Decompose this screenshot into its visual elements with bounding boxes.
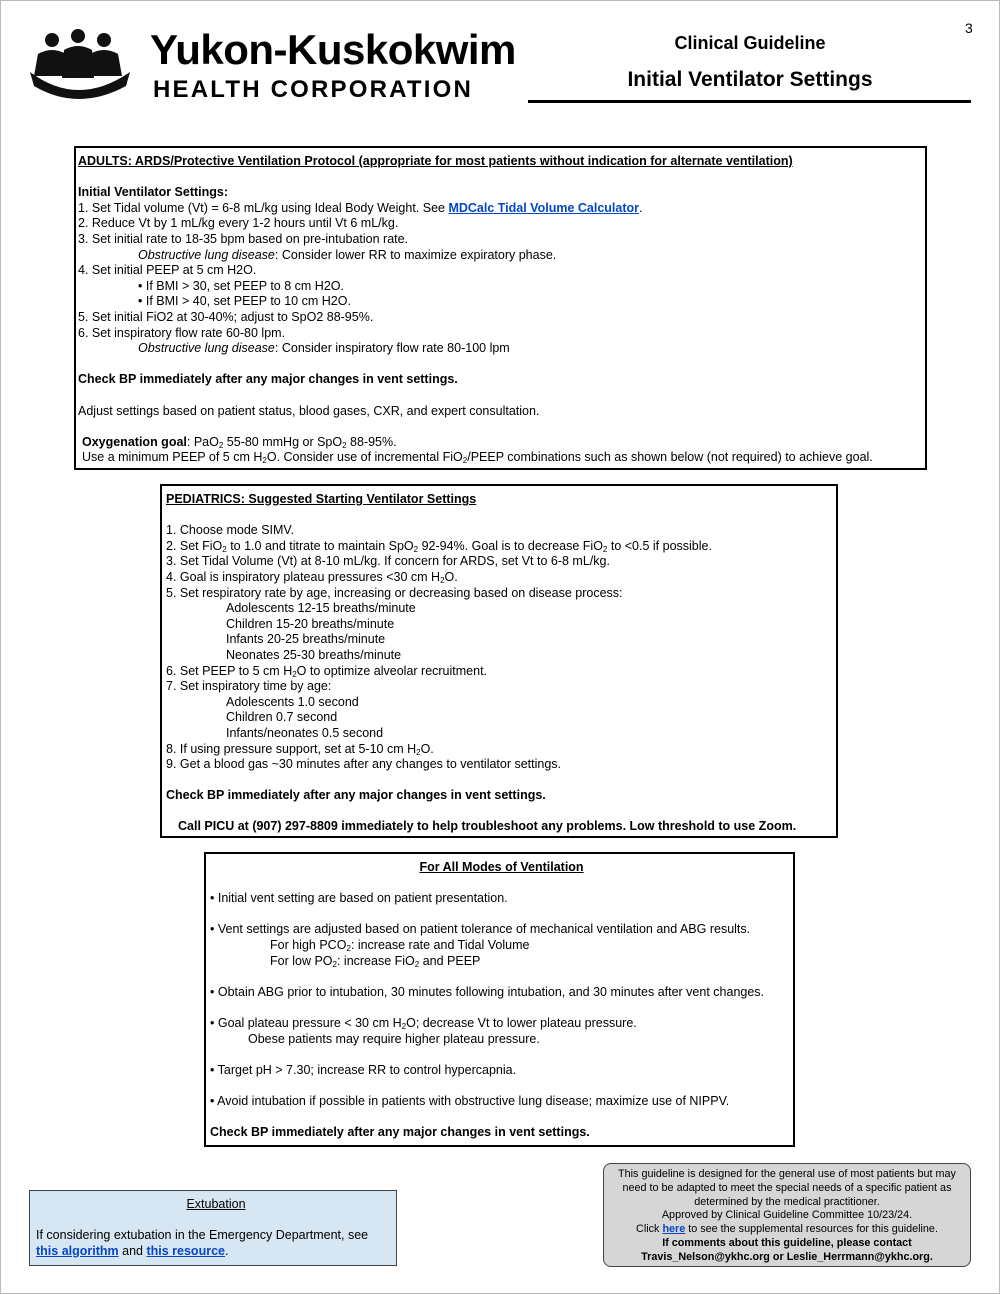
- allmodes-check-bp: Check BP immediately after any major changes in vent settings.: [210, 1125, 590, 1140]
- peds-item-1: 1. Choose mode SIMV.: [166, 523, 295, 538]
- extubation-resource-link[interactable]: this resource: [146, 1243, 225, 1258]
- peds-rate-infants: Infants 20-25 breaths/minute: [226, 632, 386, 647]
- allmodes-bullet-5: • Target pH > 7.30; increase RR to control hypercapnia.: [210, 1062, 517, 1077]
- supplemental-resources-link[interactable]: here: [662, 1223, 686, 1236]
- allmodes-bullet-1: • Initial vent setting are based on patient presentation.: [210, 891, 508, 906]
- peds-item-7: 7. Set inspiratory time by age:: [166, 679, 332, 694]
- adults-item-1: 1. Set Tidal volume (Vt) = 6-8 mL/kg using Ideal Body Weight. See MDCalc Tidal Volume Calculator.: [78, 200, 643, 215]
- extubation-algorithm-link[interactable]: this algorithm: [36, 1243, 119, 1258]
- extubation-box: [29, 1190, 397, 1266]
- adults-heading: ADULTS: ARDS/Protective Ventilation Protocol (appropriate for most patients without indication for alternate ventilation): [78, 154, 793, 168]
- logo-subtitle: HEALTH CORPORATION: [153, 76, 474, 103]
- peds-item-4: 4. Goal is inspiratory plateau pressures <30 cm $H_2O$.: [166, 569, 458, 585]
- adults-adjust: Adjust settings based on patient status, blood gases, CXR, and expert consultation.: [78, 403, 540, 418]
- page-number: 3: [965, 20, 973, 36]
- disclaimer-emails: Travis_Nelson@ykhc.org or Leslie_Herrmann@ykhc.org.: [641, 1250, 933, 1263]
- peds-item-3: 3. Set Tidal Volume (Vt) at 8-10 mL/kg. If concern for ARDS, set Vt to 6-8 mL/kg.: [166, 554, 610, 569]
- disclaimer-contact: If comments about this guideline, please contact: [662, 1236, 912, 1249]
- disclaimer-approved: Approved by Clinical Guideline Committee 10/23/24.: [661, 1209, 913, 1222]
- adults-oxygenation-goal: Oxygenation goal: PaO$_2$ 55-80 mmHg or SpO$_2$ 88-95%.: [82, 434, 397, 450]
- peds-item-9: 9. Get a blood gas ~30 minutes after any changes to ventilator settings.: [166, 757, 562, 772]
- adults-protocol-box: [74, 146, 927, 470]
- peds-rate-neonates: Neonates 25-30 breaths/minute: [226, 647, 402, 662]
- disclaimer-text: This guideline is designed for the general use of most patients but may need to be adapted to meet the special needs of a specific patient as determined by the medical practitioner.: [618, 1168, 956, 1208]
- logo-name: Yukon-Kuskokwim: [150, 26, 516, 73]
- pediatrics-box: [160, 484, 838, 838]
- adults-item-6-note: Obstructive lung disease: Consider inspiratory flow rate 80-100 lpm: [138, 341, 510, 356]
- extubation-text: If considering extubation in the Emergency Department, see: [36, 1228, 369, 1243]
- peds-item-8: 8. If using pressure support, set at 5-10 cm $H_2O$.: [166, 741, 434, 757]
- adults-item-4: 4. Set initial PEEP at 5 cm H2O.: [78, 263, 257, 278]
- peds-rate-adolescents: Adolescents 12-15 breaths/minute: [226, 601, 416, 616]
- peds-heading: PEDIATRICS: Suggested Starting Ventilator Settings: [166, 492, 477, 506]
- disclaimer-supplemental: Click here to see the supplemental resources for this guideline.: [636, 1223, 938, 1236]
- allmodes-bullet-4: • Goal plateau pressure < 30 cm $H_2O$; decrease Vt to lower plateau pressure.: [210, 1015, 637, 1031]
- disclaimer-box: [603, 1163, 971, 1267]
- allmodes-bullet-4-note: Obese patients may require higher plateau pressure.: [248, 1031, 540, 1046]
- page-title: Initial Ventilator Settings: [627, 68, 873, 91]
- peds-time-infants: Infants/neonates 0.5 second: [226, 725, 384, 740]
- adults-min-peep: Use a minimum PEEP of 5 cm $H_2O$. Consider use of incremental FiO$_2$/PEEP combinations such as shown below (not required) to achieve goal.: [82, 450, 873, 466]
- allmodes-bullet-2b: For low $PO_2$: increase FiO$_2$ and PEEP: [270, 953, 481, 969]
- extubation-links: this algorithm and this resource.: [36, 1243, 229, 1258]
- allmodes-bullet-6: • Avoid intubation if possible in patients with obstructive lung disease; maximize use of NIPPV.: [210, 1093, 730, 1108]
- adults-item-2: 2. Reduce Vt by 1 mL/kg every 1-2 hours until Vt 6 mL/kg.: [78, 216, 399, 231]
- header-rule: [528, 100, 971, 103]
- peds-rate-children: Children 15-20 breaths/minute: [226, 616, 395, 631]
- header-category: Clinical Guideline: [674, 33, 826, 53]
- peds-time-children: Children 0.7 second: [226, 710, 338, 725]
- peds-item-6: 6. Set PEEP to 5 cm $H_2O$ to optimize alveolar recruitment.: [166, 663, 488, 679]
- adults-item-4b: • If BMI > 40, set PEEP to 10 cm H2O.: [138, 294, 351, 309]
- adults-check-bp: Check BP immediately after any major changes in vent settings.: [78, 372, 458, 387]
- allmodes-bullet-2: • Vent settings are adjusted based on patient tolerance of mechanical ventilation and ABG results.: [210, 922, 751, 937]
- allmodes-bullet-2a: For high $PCO_2$: increase rate and Tidal Volume: [270, 937, 530, 953]
- extubation-heading: Extubation: [186, 1197, 246, 1211]
- adults-item-3-note: Obstructive lung disease: Consider lower RR to maximize expiratory phase.: [138, 247, 557, 262]
- mdcalc-link[interactable]: MDCalc Tidal Volume Calculator: [448, 200, 640, 215]
- peds-item-2: 2. Set FiO$_2$ to 1.0 and titrate to maintain SpO$_2$ 92-94%. Goal is to decrease FiO$_2$ to <0.5 if possible.: [166, 538, 712, 554]
- all-modes-box: [204, 852, 795, 1147]
- peds-call-picu: Call PICU at (907) 297-8809 immediately to help troubleshoot any problems. Low threshold to use Zoom.: [178, 819, 797, 834]
- allmodes-bullet-3: • Obtain ABG prior to intubation, 30 minutes following intubation, and 30 minutes after vent changes.: [210, 984, 765, 999]
- peds-check-bp: Check BP immediately after any major changes in vent settings.: [166, 788, 546, 803]
- allmodes-heading: For All Modes of Ventilation: [419, 860, 584, 874]
- peds-item-5: 5. Set respiratory rate by age, increasing or decreasing based on disease process:: [166, 585, 623, 600]
- adults-item-6: 6. Set inspiratory flow rate 60-80 lpm.: [78, 325, 286, 340]
- peds-time-adolescents: Adolescents 1.0 second: [226, 694, 359, 709]
- adults-item-3: 3. Set initial rate to 18-35 bpm based on pre-intubation rate.: [78, 231, 409, 246]
- adults-item-5: 5. Set initial FiO2 at 30-40%; adjust to SpO2 88-95%.: [78, 309, 374, 324]
- adults-item-4a: • If BMI > 30, set PEEP to 8 cm H2O.: [138, 278, 344, 293]
- adults-subheading: Initial Ventilator Settings:: [78, 185, 229, 200]
